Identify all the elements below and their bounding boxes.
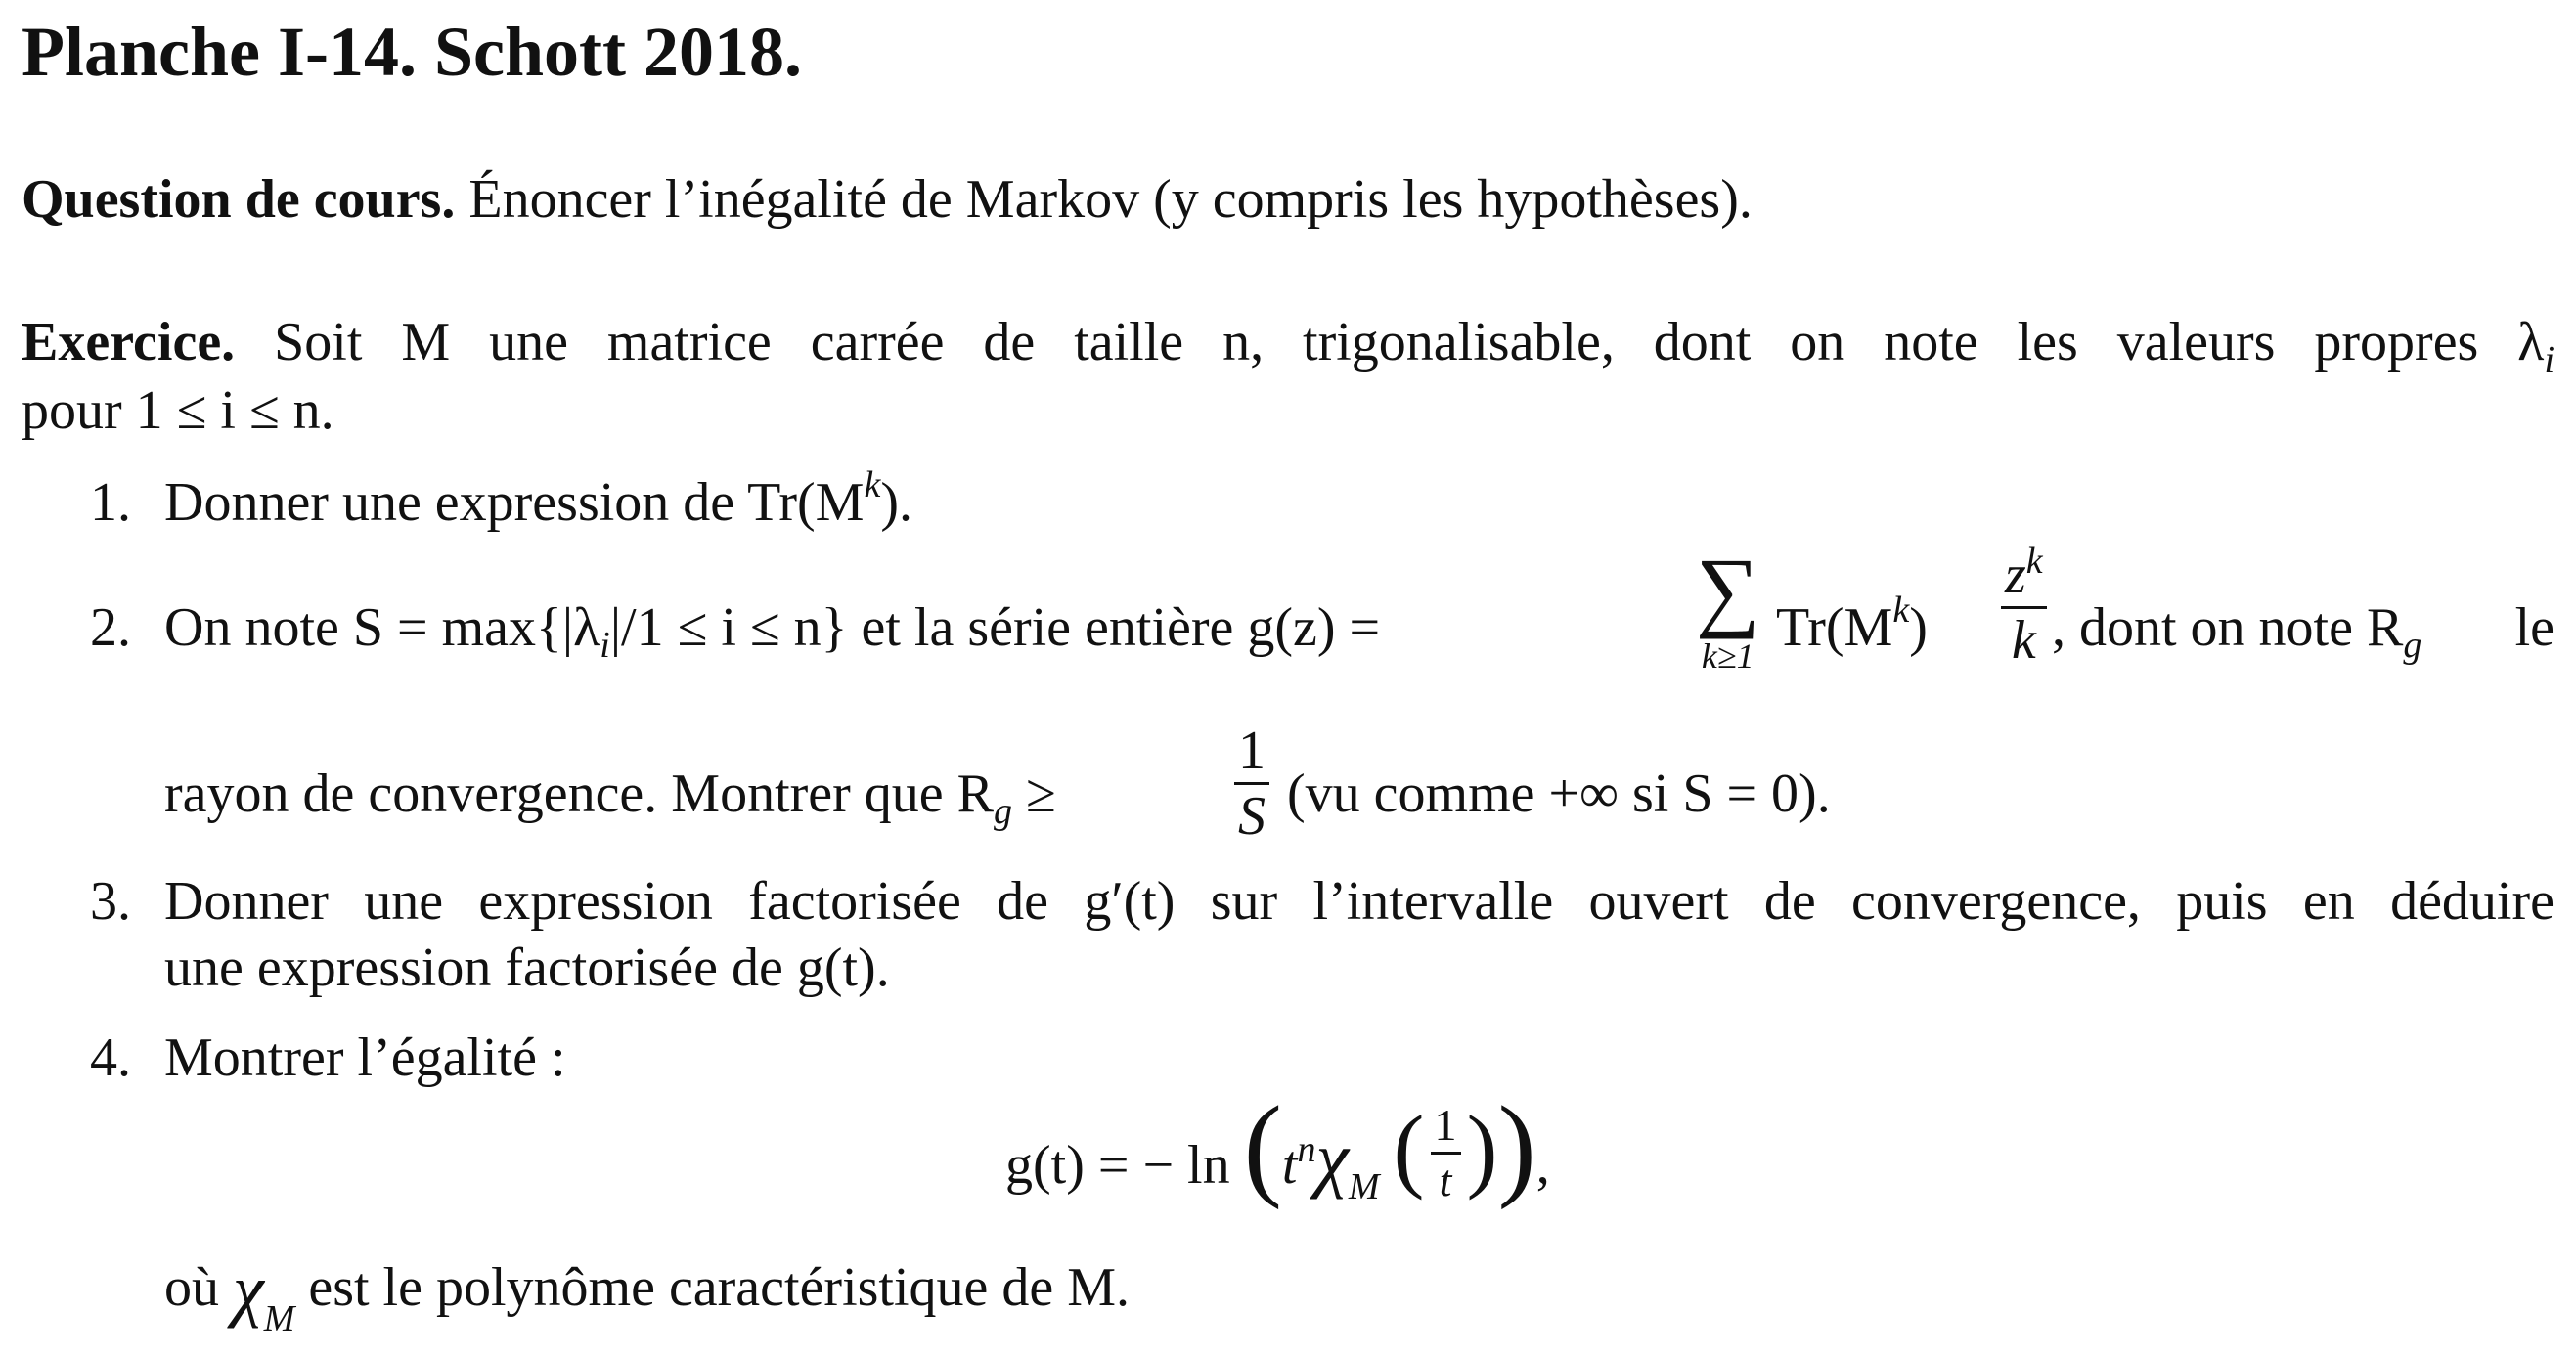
rg-sub-2: g	[993, 791, 1012, 832]
item-3-line1: Donner une expression factorisée de g′(t) sur l’intervalle ouvert de convergence, puis en déduire	[164, 871, 2554, 932]
trace-text: Tr(M	[1776, 597, 1893, 658]
exercise-intro-line2: pour 1 ≤ i ≤ n.	[22, 380, 334, 441]
course-question-text: Énoncer l’inégalité de Markov (y compris les hypothèses).	[468, 169, 1753, 230]
one-over-t-den: t	[1439, 1155, 1452, 1205]
mid-left-paren: (	[1393, 1096, 1425, 1201]
item-2-part-a: On note S = max{|λ	[164, 597, 600, 658]
one-over-t-num: 1	[1431, 1103, 1461, 1155]
exercise-intro-line1	[22, 311, 2555, 380]
item-4-line3	[164, 1242, 1131, 1339]
sum-symbol: ∑	[1696, 540, 1760, 639]
item-1-text-before: Donner une expression de Tr(M	[164, 472, 865, 533]
one-over-t-fraction	[1431, 1099, 1461, 1205]
item-2-line1	[164, 540, 2554, 723]
item-1-sup: k	[864, 464, 881, 505]
sum-symbol-block	[1696, 540, 1760, 677]
eq-chi: χ	[1315, 1116, 1349, 1200]
item-3-number: 3.	[90, 871, 131, 932]
item-2-part-c-end: le	[2514, 597, 2554, 658]
eq-t: t	[1281, 1134, 1298, 1196]
item-2-line2-c: (vu comme +∞ si S = 0).	[1287, 764, 1831, 824]
chi-sub: M	[263, 1298, 295, 1339]
sheet-title: Planche I-14. Schott 2018.	[22, 13, 802, 91]
frac-den: k	[2011, 610, 2036, 671]
item-4-number: 4.	[90, 1027, 131, 1088]
trace-close: )	[1909, 597, 1928, 658]
eq-chi-sub: M	[1348, 1165, 1380, 1207]
one-over-s-num: 1	[1234, 723, 1269, 785]
frac-num: z	[2005, 545, 2026, 605]
exercise-label: Exercice.	[22, 312, 236, 372]
item-2-lambda-sub: i	[600, 625, 610, 666]
item-4-line3-b: est le polynôme caractéristique de M.	[308, 1257, 1131, 1318]
one-over-s-fraction	[1234, 721, 1269, 847]
item-1-number: 1.	[90, 472, 131, 533]
course-question	[22, 168, 1753, 231]
mid-right-paren: )	[1466, 1096, 1498, 1201]
chi-symbol: χ	[233, 1250, 264, 1329]
exam-sheet	[22, 0, 2554, 1355]
item-4-line3-a: où	[164, 1257, 219, 1318]
item-2-line2-b: ≥	[1011, 764, 1056, 824]
equation-display	[1005, 1082, 1550, 1242]
item-2-line2-a: rayon de convergence. Montrer que R	[164, 764, 994, 824]
big-right-paren: )	[1497, 1082, 1536, 1210]
rg-sub: g	[2403, 625, 2422, 666]
course-question-label: Question de cours.	[22, 169, 456, 230]
item-1-text	[164, 464, 913, 534]
equation-lhs: g(t) = − ln	[1005, 1134, 1230, 1196]
equation-end: ,	[1535, 1134, 1550, 1196]
one-over-s-den: S	[1238, 786, 1266, 847]
sum-limit: k≥1	[1701, 636, 1754, 677]
item-2-part-b: |/1 ≤ i ≤ n} et la série entière g(z) =	[609, 597, 1381, 658]
item-2-number: 2.	[90, 597, 131, 658]
exercise-intro-text: Soit M une matrice carrée de taille n, trigonalisable, dont on note les valeurs propres λ	[274, 312, 2545, 372]
trace-sup: k	[1892, 590, 1910, 631]
z-over-k-fraction	[2001, 541, 2047, 671]
frac-num-sup: k	[2025, 541, 2043, 582]
eq-t-sup: n	[1297, 1128, 1316, 1170]
lambda-subscript: i	[2544, 339, 2555, 380]
item-1-text-after: ).	[880, 472, 913, 533]
item-4-line1: Montrer l’égalité :	[164, 1027, 566, 1088]
item-3-line2: une expression factorisée de g(t).	[164, 938, 890, 998]
item-2-part-c	[2052, 596, 2554, 666]
big-left-paren: (	[1243, 1082, 1282, 1210]
item-2-part-c-text: , dont on note R	[2052, 597, 2404, 658]
